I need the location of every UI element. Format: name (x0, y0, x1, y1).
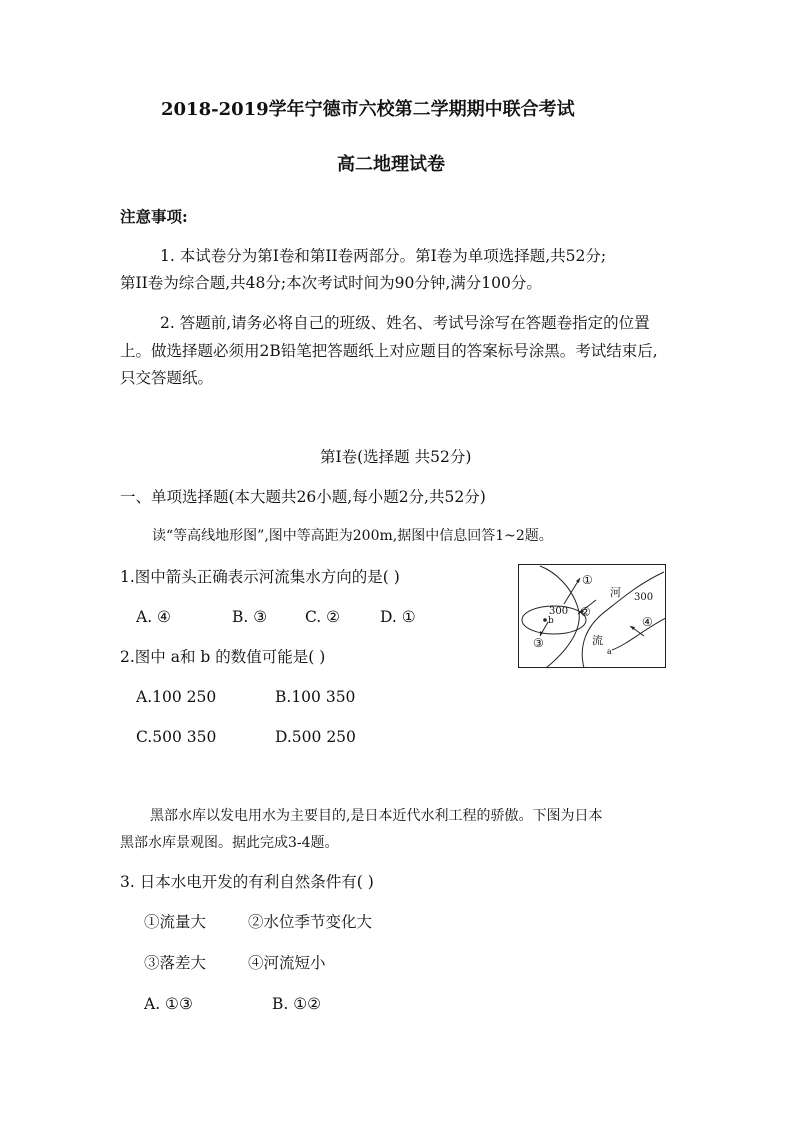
q3-stem: 3. 日本水电开发的有利自然条件有( ) (120, 873, 374, 891)
map-label-river-he: 河 (610, 586, 621, 599)
notice-item-2-line-3: 只交答题纸。 (120, 369, 214, 387)
q3-item-3: ③落差大 (144, 954, 207, 972)
q1-option-b: B. ③ (232, 608, 268, 626)
q2-option-d: D.500 250 (275, 728, 356, 746)
q2-option-a: A.100 250 (136, 688, 217, 706)
q2-option-c: C.500 350 (136, 728, 217, 746)
map-label-1: ① (582, 573, 593, 587)
map-label-2: ② (580, 605, 591, 619)
q3-item-4: ④河流短小 (248, 954, 326, 972)
point-b (543, 618, 547, 622)
notice-item-2-line-2: 上。做选择题必须用2B铅笔把答题纸上对应题目的答案标号涂黑。考试结束后, (120, 342, 658, 360)
notice-item-1-line-1: 1. 本试卷分为第I卷和第II卷两部分。第I卷为单项选择题,共52分; (160, 247, 607, 265)
section-title: 第I卷(选择题 共52分) (320, 448, 472, 466)
contour-line-outer (540, 566, 579, 668)
group2-intro-line-2: 黑部水库景观图。据此完成3-4题。 (120, 835, 339, 851)
map-label-a: a (607, 647, 612, 656)
map-label-4: ④ (642, 615, 653, 629)
river-line (612, 618, 666, 650)
q3-option-b: B. ①② (272, 995, 322, 1013)
q1-option-a: A. ④ (136, 608, 171, 626)
group1-intro: 读“等高线地形图”,图中等高距为200m,据图中信息回答1~2题。 (152, 528, 553, 544)
q3-option-a: A. ①③ (144, 995, 193, 1013)
contour-map (518, 564, 666, 668)
paper-subtitle: 高二地理试卷 (337, 154, 445, 175)
q1-stem: 1.图中箭头正确表示河流集水方向的是( ) (120, 568, 400, 586)
q2-stem: 2.图中 a和 b 的数值可能是( ) (120, 648, 326, 666)
q1-option-d: D. ① (380, 608, 416, 626)
map-label-300-right: 300 (634, 592, 654, 603)
notice-item-1-line-2: 第II卷为综合题,共48分;本次考试时间为90分钟,满分100分。 (120, 274, 542, 292)
q2-option-b: B.100 350 (275, 688, 356, 706)
map-label-3: ③ (533, 636, 544, 650)
map-label-b: b (548, 616, 554, 626)
map-label-300-left: 300 (549, 606, 569, 617)
section-part-heading: 一、单项选择题(本大题共26小题,每小题2分,共52分) (120, 488, 486, 506)
arrow-1-head (576, 578, 580, 583)
notice-heading: 注意事项: (120, 207, 188, 226)
map-label-river-liu: 流 (592, 634, 603, 647)
q3-item-1: ①流量大 (144, 913, 207, 931)
q3-item-2: ②水位季节变化大 (248, 913, 373, 931)
group2-intro-line-1: 黑部水库以发电用水为主要目的,是日本近代水利工程的骄傲。下图为日本 (150, 808, 603, 824)
q1-option-c: C. ② (305, 608, 341, 626)
notice-item-2-line-1: 2. 答题前,请务必将自己的班级、姓名、考试号涂写在答题卷指定的位置 (160, 314, 650, 332)
exam-title: 2018-2019学年宁德市六校第二学期期中联合考试 (161, 99, 575, 120)
